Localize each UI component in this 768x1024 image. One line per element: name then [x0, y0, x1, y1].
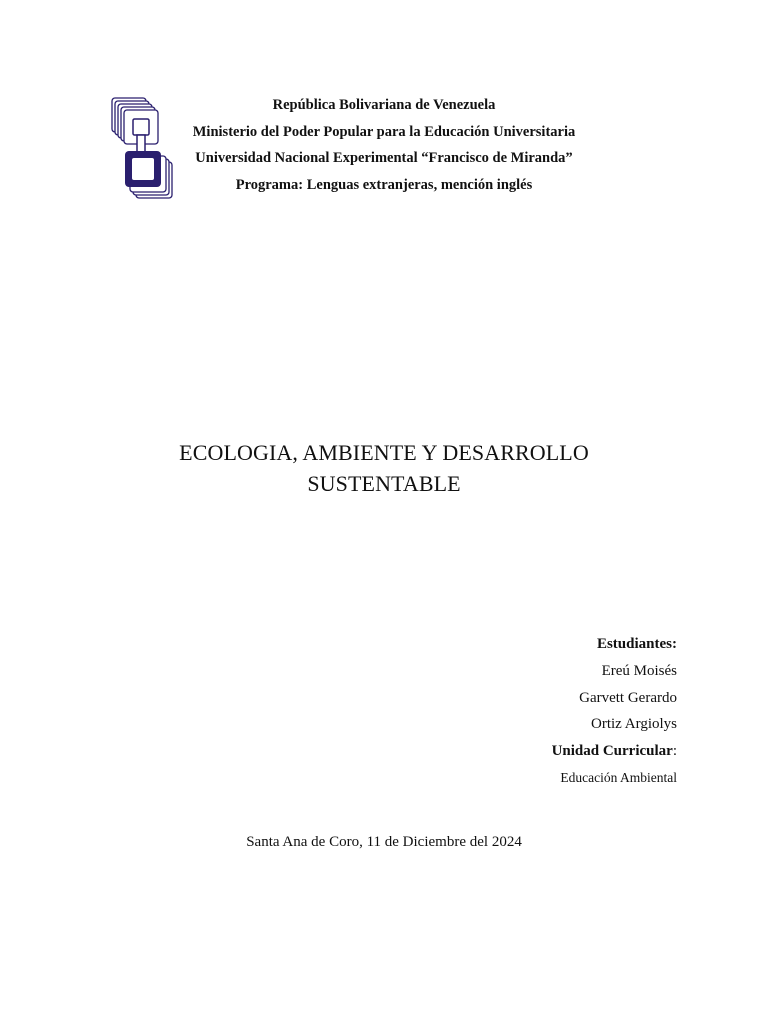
authors-block: [552, 631, 677, 792]
place-and-date: Santa Ana de Coro, 11 de Diciembre del 2024: [246, 834, 522, 850]
document-title: [0, 437, 768, 499]
title-line-1: ECOLOGIA, AMBIENTE Y DESARROLLO: [179, 440, 589, 465]
header-program: Programa: Lenguas extranjeras, mención inglés: [235, 176, 533, 193]
course-label-row: [552, 738, 677, 765]
course-label-colon: :: [672, 743, 677, 760]
student-name: Ortiz Argiolys: [591, 716, 677, 733]
students-label: Estudiantes:: [596, 636, 677, 652]
course-value: Educación Ambiental: [560, 769, 677, 785]
header-university: Universidad Nacional Experimental “Francisco de Miranda”: [195, 150, 573, 167]
title-line-2: SUSTENTABLE: [307, 471, 461, 496]
student-name: Garvett Gerardo: [579, 689, 677, 706]
header-ministry: Ministerio del Poder Popular para la Educación Universitaria: [192, 123, 576, 140]
header-republic: República Bolivariana de Venezuela: [272, 97, 496, 113]
course-label: Unidad Curricular: [551, 743, 673, 760]
student-name: Ereú Moisés: [601, 662, 677, 679]
institution-header: [0, 92, 768, 198]
